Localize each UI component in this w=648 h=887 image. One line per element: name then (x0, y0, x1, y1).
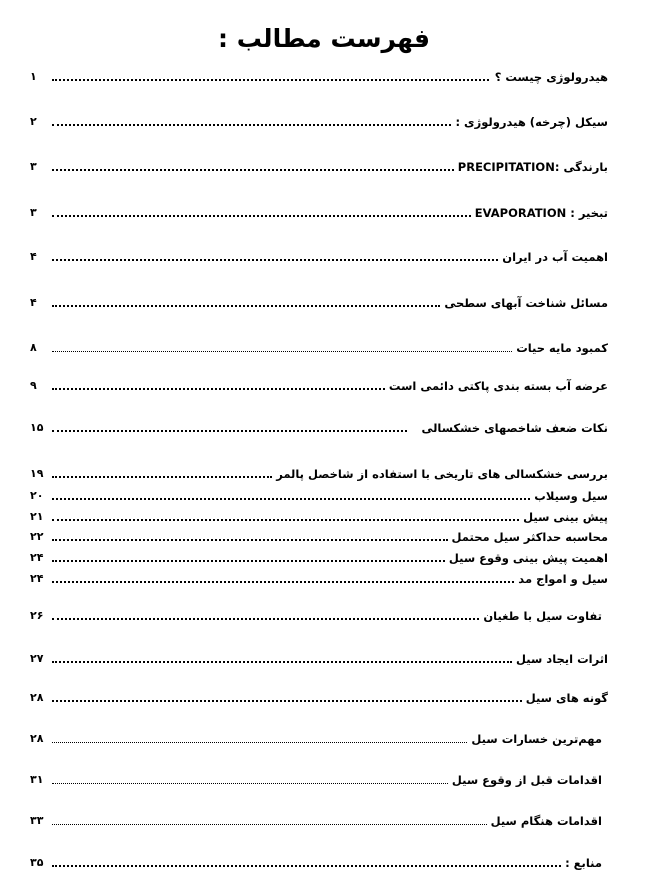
toc-entry[interactable] (30, 109, 608, 129)
leader-dots (52, 79, 489, 81)
toc-entry-page: ۲۸ (30, 691, 44, 704)
toc-entry-label: اهمیت آب در ایران (502, 250, 608, 264)
toc-entry[interactable] (30, 64, 608, 84)
toc-entry-label: سیل وسیلاب (534, 489, 608, 503)
leader-dots (52, 560, 445, 562)
toc-entry[interactable] (30, 154, 608, 174)
leader-dots (52, 539, 448, 541)
toc-entry-label: منابع : (565, 856, 602, 870)
toc-entry[interactable] (30, 244, 608, 264)
leader-dots (52, 581, 514, 583)
toc-entry-label: اهمیت پیش بینی وقوع سیل (448, 551, 608, 565)
toc-entry-label: اقدامات قبل از وقوع سیل (451, 773, 602, 787)
toc-entry[interactable] (30, 726, 608, 746)
toc-entry[interactable] (30, 483, 608, 503)
leader-dots (52, 430, 407, 432)
toc-entry-page: ۲۴ (30, 572, 44, 585)
toc-entry-label: محاسبه حداکثر سیل محتمل (451, 530, 608, 544)
leader-dots (52, 661, 512, 663)
leader-dots (52, 519, 519, 521)
toc-entry[interactable] (30, 461, 608, 481)
leader-dots (52, 259, 498, 261)
toc-entry-page: ۱۵ (30, 421, 44, 434)
toc-entry[interactable] (30, 545, 608, 565)
toc-entry-label: مسائل شناخت آبهای سطحی (444, 296, 608, 310)
toc-entry-page: ۱۹ (30, 467, 44, 480)
toc-entry-label: پیش بینی سیل (523, 510, 608, 524)
leader-dots (52, 305, 440, 307)
toc-entry-page: ۲۷ (30, 652, 44, 665)
toc-entry-page: ۲۱ (30, 510, 44, 523)
toc-entry-page: ۳۳ (30, 814, 44, 827)
toc-entry-page: ۲۲ (30, 530, 44, 543)
toc-entry-label: کمبود مایه حیات (516, 341, 608, 355)
toc-entry[interactable] (30, 373, 608, 393)
toc-entry-label: سیکل (چرخه) هیدرولوژی : (455, 115, 608, 129)
toc-entry[interactable] (30, 685, 608, 705)
toc-entry-page: ۲۰ (30, 489, 44, 502)
toc-entry-page: ۲ (30, 115, 37, 128)
toc-entry-page: ۳۱ (30, 773, 44, 786)
toc-entry-page: ۲۶ (30, 609, 44, 622)
toc-entry-label: بارندگی :PRECIPITATION (457, 160, 608, 174)
leader-dots (52, 476, 272, 478)
toc-entry-label: تبخیر : EVAPORATION (474, 206, 608, 220)
toc-entry-label: تفاوت سیل با طغیان (483, 609, 602, 623)
toc-entry-page: ۴ (30, 296, 37, 309)
toc-entry[interactable] (30, 200, 608, 220)
toc-entry-label: بررسی خشکسالی های تاریخی با استفاده از شاخصل پالمر (276, 467, 608, 481)
toc-entry-label: نکات ضعف شاخصهای خشکسالی (421, 421, 608, 435)
toc-entry-page: ۱ (30, 70, 37, 83)
toc-entry-label: سیل و امواج مد (518, 572, 608, 586)
page-title: فهرست مطالب : (218, 24, 430, 53)
toc-entry-page: ۳۵ (30, 856, 44, 869)
toc-entry[interactable] (30, 603, 608, 623)
toc-entry-label: گونه های سیل (525, 691, 608, 705)
toc-entry[interactable] (30, 415, 608, 435)
leader-dots (52, 742, 467, 743)
toc-entry-label: اثرات ایجاد سیل (516, 652, 608, 666)
leader-dots (52, 824, 487, 825)
toc-entry-label: اقدامات هنگام سیل (490, 814, 602, 828)
toc-entry-label: مهم‌ترین خسارات سیل (471, 732, 602, 746)
toc-entry-page: ۸ (30, 341, 37, 354)
leader-dots (52, 498, 530, 500)
leader-dots (52, 351, 512, 352)
toc-entry-page: ۳ (30, 160, 37, 173)
toc-entry[interactable] (30, 290, 608, 310)
leader-dots (52, 124, 451, 126)
toc-entry[interactable] (30, 504, 608, 524)
toc-entry-label: هیدرولوژی چیست ؟ (494, 70, 608, 84)
leader-dots (52, 865, 561, 867)
toc-entry-label: عرضه آب بسته بندی پاکتی دائمی است (388, 379, 608, 393)
leader-dots (52, 783, 448, 784)
toc-entry-page: ۲۸ (30, 732, 44, 745)
leader-dots (52, 388, 385, 390)
leader-dots (52, 618, 479, 620)
toc-entry[interactable] (30, 646, 608, 666)
toc-entry-page: ۳ (30, 206, 37, 219)
toc-entry[interactable] (30, 767, 608, 787)
toc-entry[interactable] (30, 335, 608, 355)
toc-entry[interactable] (30, 808, 608, 828)
toc-entry[interactable] (30, 524, 608, 544)
toc-entry[interactable] (30, 850, 608, 870)
leader-dots (52, 169, 454, 171)
toc-entry-page: ۲۴ (30, 551, 44, 564)
toc-entry-page: ۹ (30, 379, 37, 392)
leader-dots (52, 215, 471, 217)
toc-entry[interactable] (30, 566, 608, 586)
leader-dots (52, 700, 522, 702)
toc-entry-page: ۴ (30, 250, 37, 263)
